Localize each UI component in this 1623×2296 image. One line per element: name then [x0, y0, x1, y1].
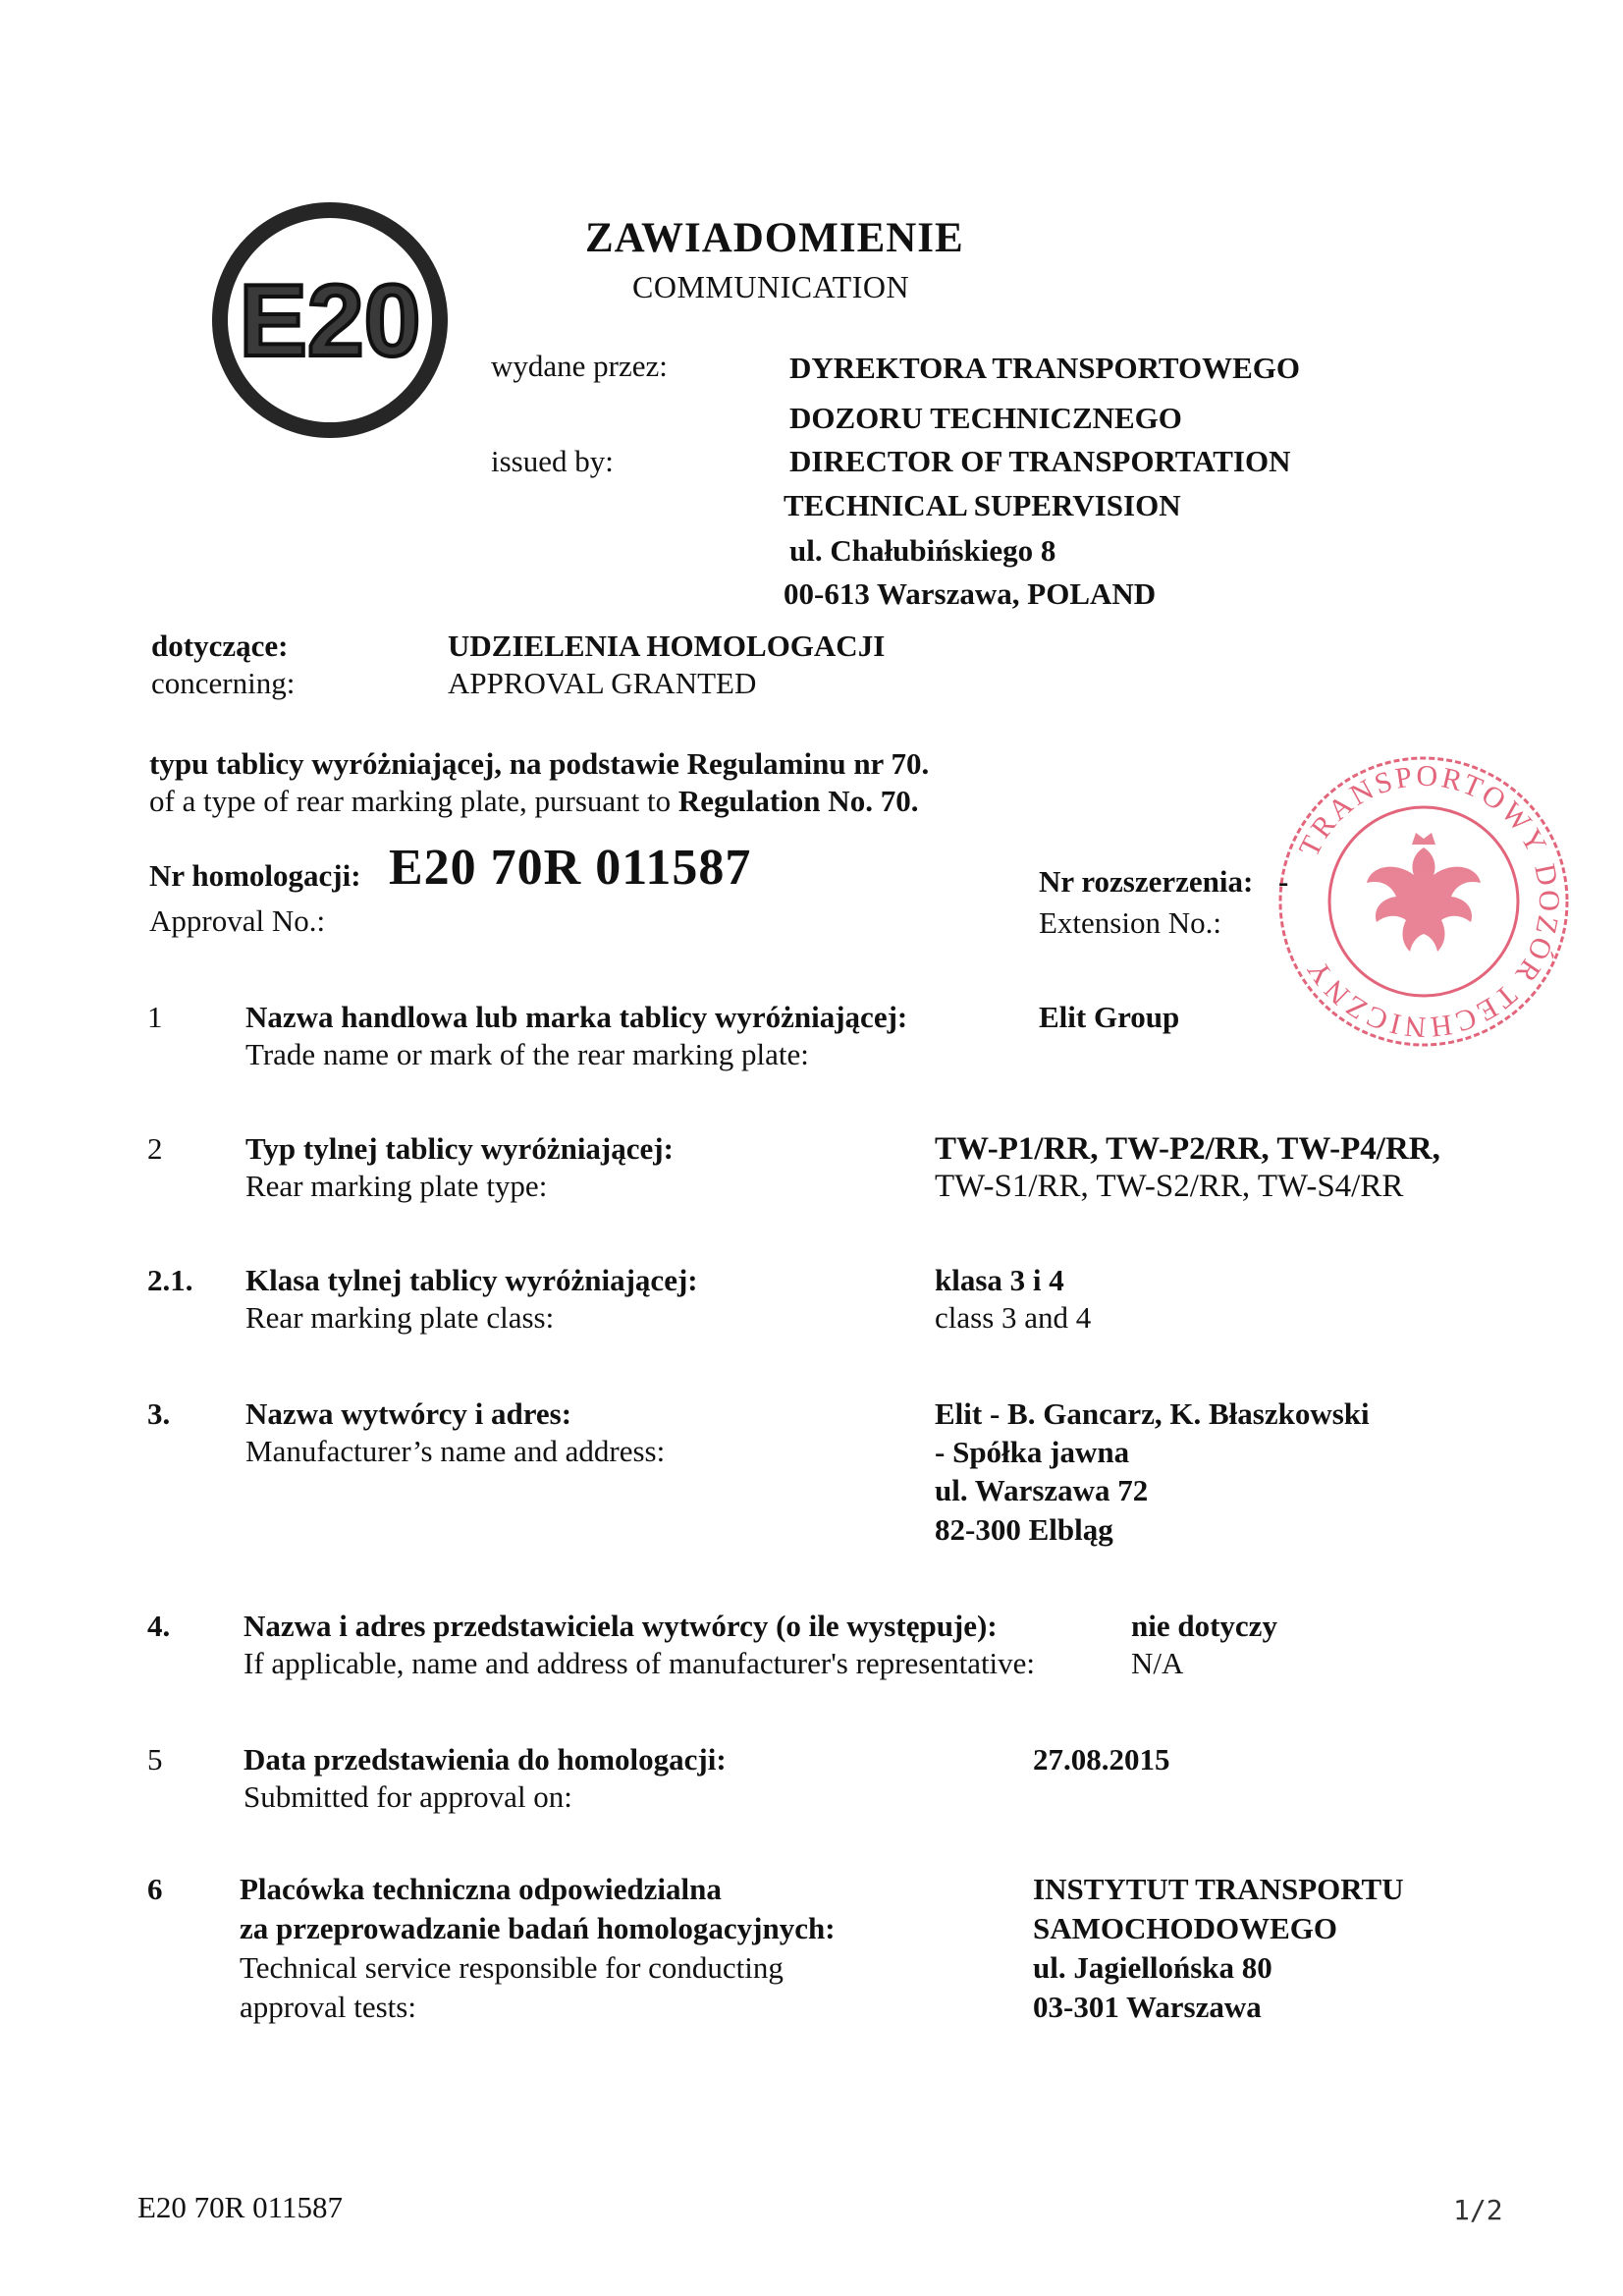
item-value: TW-P1/RR, TW-P2/RR, TW-P4/RR, [935, 1131, 1440, 1167]
polish-eagle-emblem [1367, 833, 1481, 952]
item-number: 1 [147, 1000, 163, 1034]
item-label-pl: za przeprowadzanie badań homologacyjnych: [240, 1911, 836, 1945]
issuer-line: 00-613 Warszawa, POLAND [784, 576, 1157, 611]
item-number: 4. [147, 1609, 171, 1643]
issuer-label-en: issued by: [491, 444, 614, 478]
item-value: 03-301 Warszawa [1033, 1990, 1262, 2024]
item-value: 27.08.2015 [1033, 1742, 1170, 1777]
item-number: 2.1. [147, 1263, 193, 1297]
item-number: 5 [147, 1742, 163, 1777]
item-value: SAMOCHODOWEGO [1033, 1911, 1338, 1945]
approval-label-en: Approval No.: [149, 903, 326, 938]
item-label-en: approval tests: [240, 1990, 416, 2024]
item-label-en: Technical service responsible for conducting [240, 1950, 784, 1985]
item-value: class 3 and 4 [935, 1300, 1092, 1335]
concerning-label-en: concerning: [151, 666, 296, 700]
page-number: 1/2 [1453, 2194, 1503, 2226]
approval-number: E20 70R 011587 [389, 840, 752, 896]
item-value: Elit Group [1039, 1000, 1180, 1034]
item-label-en: Rear marking plate type: [245, 1169, 548, 1203]
item-number: 6 [147, 1872, 163, 1906]
item-value: TW-S1/RR, TW-S2/RR, TW-S4/RR [935, 1169, 1404, 1204]
document-subtitle: COMMUNICATION [632, 269, 910, 304]
item-value: N/A [1131, 1646, 1184, 1680]
extension-value: - [1278, 864, 1289, 899]
item-label-pl: Placówka techniczna odpowiedzialna [240, 1872, 722, 1906]
item-label-pl: Nazwa wytwórcy i adres: [245, 1396, 572, 1431]
item-value: ul. Jagiellońska 80 [1033, 1950, 1272, 1985]
item-label-pl: Data przedstawienia do homologacji: [243, 1742, 727, 1777]
item-label-pl: Klasa tylnej tablicy wyróżniającej: [245, 1263, 698, 1297]
issuer-line: DYREKTORA TRANSPORTOWEGO [789, 351, 1300, 385]
issuer-line: DOZORU TECHNICZNEGO [789, 401, 1182, 435]
official-stamp [1276, 754, 1571, 1049]
footer-document-id: E20 70R 011587 [137, 2190, 343, 2224]
subject-line-pl: typu tablicy wyróżniającej, na podstawie Regulaminu nr 70. [149, 746, 930, 781]
item-number: 2 [147, 1131, 163, 1166]
concerning-value-pl: UDZIELENIA HOMOLOGACJI [448, 629, 886, 663]
issuer-line: TECHNICAL SUPERVISION [784, 488, 1181, 522]
item-value: INSTYTUT TRANSPORTU [1033, 1872, 1404, 1906]
item-label-pl: Nazwa handlowa lub marka tablicy wyróżniającej: [245, 1000, 908, 1034]
extension-label-pl: Nr rozszerzenia: [1039, 864, 1254, 899]
item-label-en: Submitted for approval on: [243, 1779, 572, 1814]
extension-label-en: Extension No.: [1039, 905, 1221, 940]
concerning-value-en: APPROVAL GRANTED [448, 666, 757, 700]
item-value: - Spółka jawna [935, 1435, 1130, 1469]
subject-line-en-regulation: Regulation No. 70. [677, 784, 919, 818]
item-value: klasa 3 i 4 [935, 1263, 1064, 1297]
item-label-pl: Typ tylnej tablicy wyróżniającej: [245, 1131, 674, 1166]
item-value: 82-300 Elbląg [935, 1512, 1113, 1547]
item-label-en: Manufacturer’s name and address: [245, 1434, 666, 1468]
concerning-label-pl: dotyczące: [151, 629, 289, 663]
item-value: nie dotyczy [1131, 1609, 1277, 1643]
issuer-line: DIRECTOR OF TRANSPORTATION [789, 444, 1291, 478]
e20-logo-text: E20 [239, 264, 421, 378]
item-number: 3. [147, 1396, 171, 1431]
issuer-line: ul. Chałubińskiego 8 [789, 533, 1056, 568]
approval-label-pl: Nr homologacji: [149, 858, 361, 893]
document-title: ZAWIADOMIENIE [585, 215, 964, 261]
item-label-en: Rear marking plate class: [245, 1300, 555, 1335]
item-label-pl: Nazwa i adres przedstawiciela wytwórcy (o ile występuje): [243, 1609, 998, 1643]
subject-line-en-prefix: of a type of rear marking plate, pursuant to [149, 784, 672, 818]
item-label-en: If applicable, name and address of manufacturer's representative: [243, 1646, 1036, 1680]
subject-line-en [149, 784, 918, 819]
item-label-en: Trade name or mark of the rear marking plate: [245, 1037, 809, 1071]
e20-approval-logo [208, 198, 452, 442]
item-value: ul. Warszawa 72 [935, 1473, 1149, 1507]
stamp-ring-text: TRANSPORTOWY DOZÓR TECHNICZNY [1292, 759, 1566, 1044]
issuer-label-pl: wydane przez: [491, 349, 668, 383]
item-value: Elit - B. Gancarz, K. Błaszkowski [935, 1396, 1370, 1431]
